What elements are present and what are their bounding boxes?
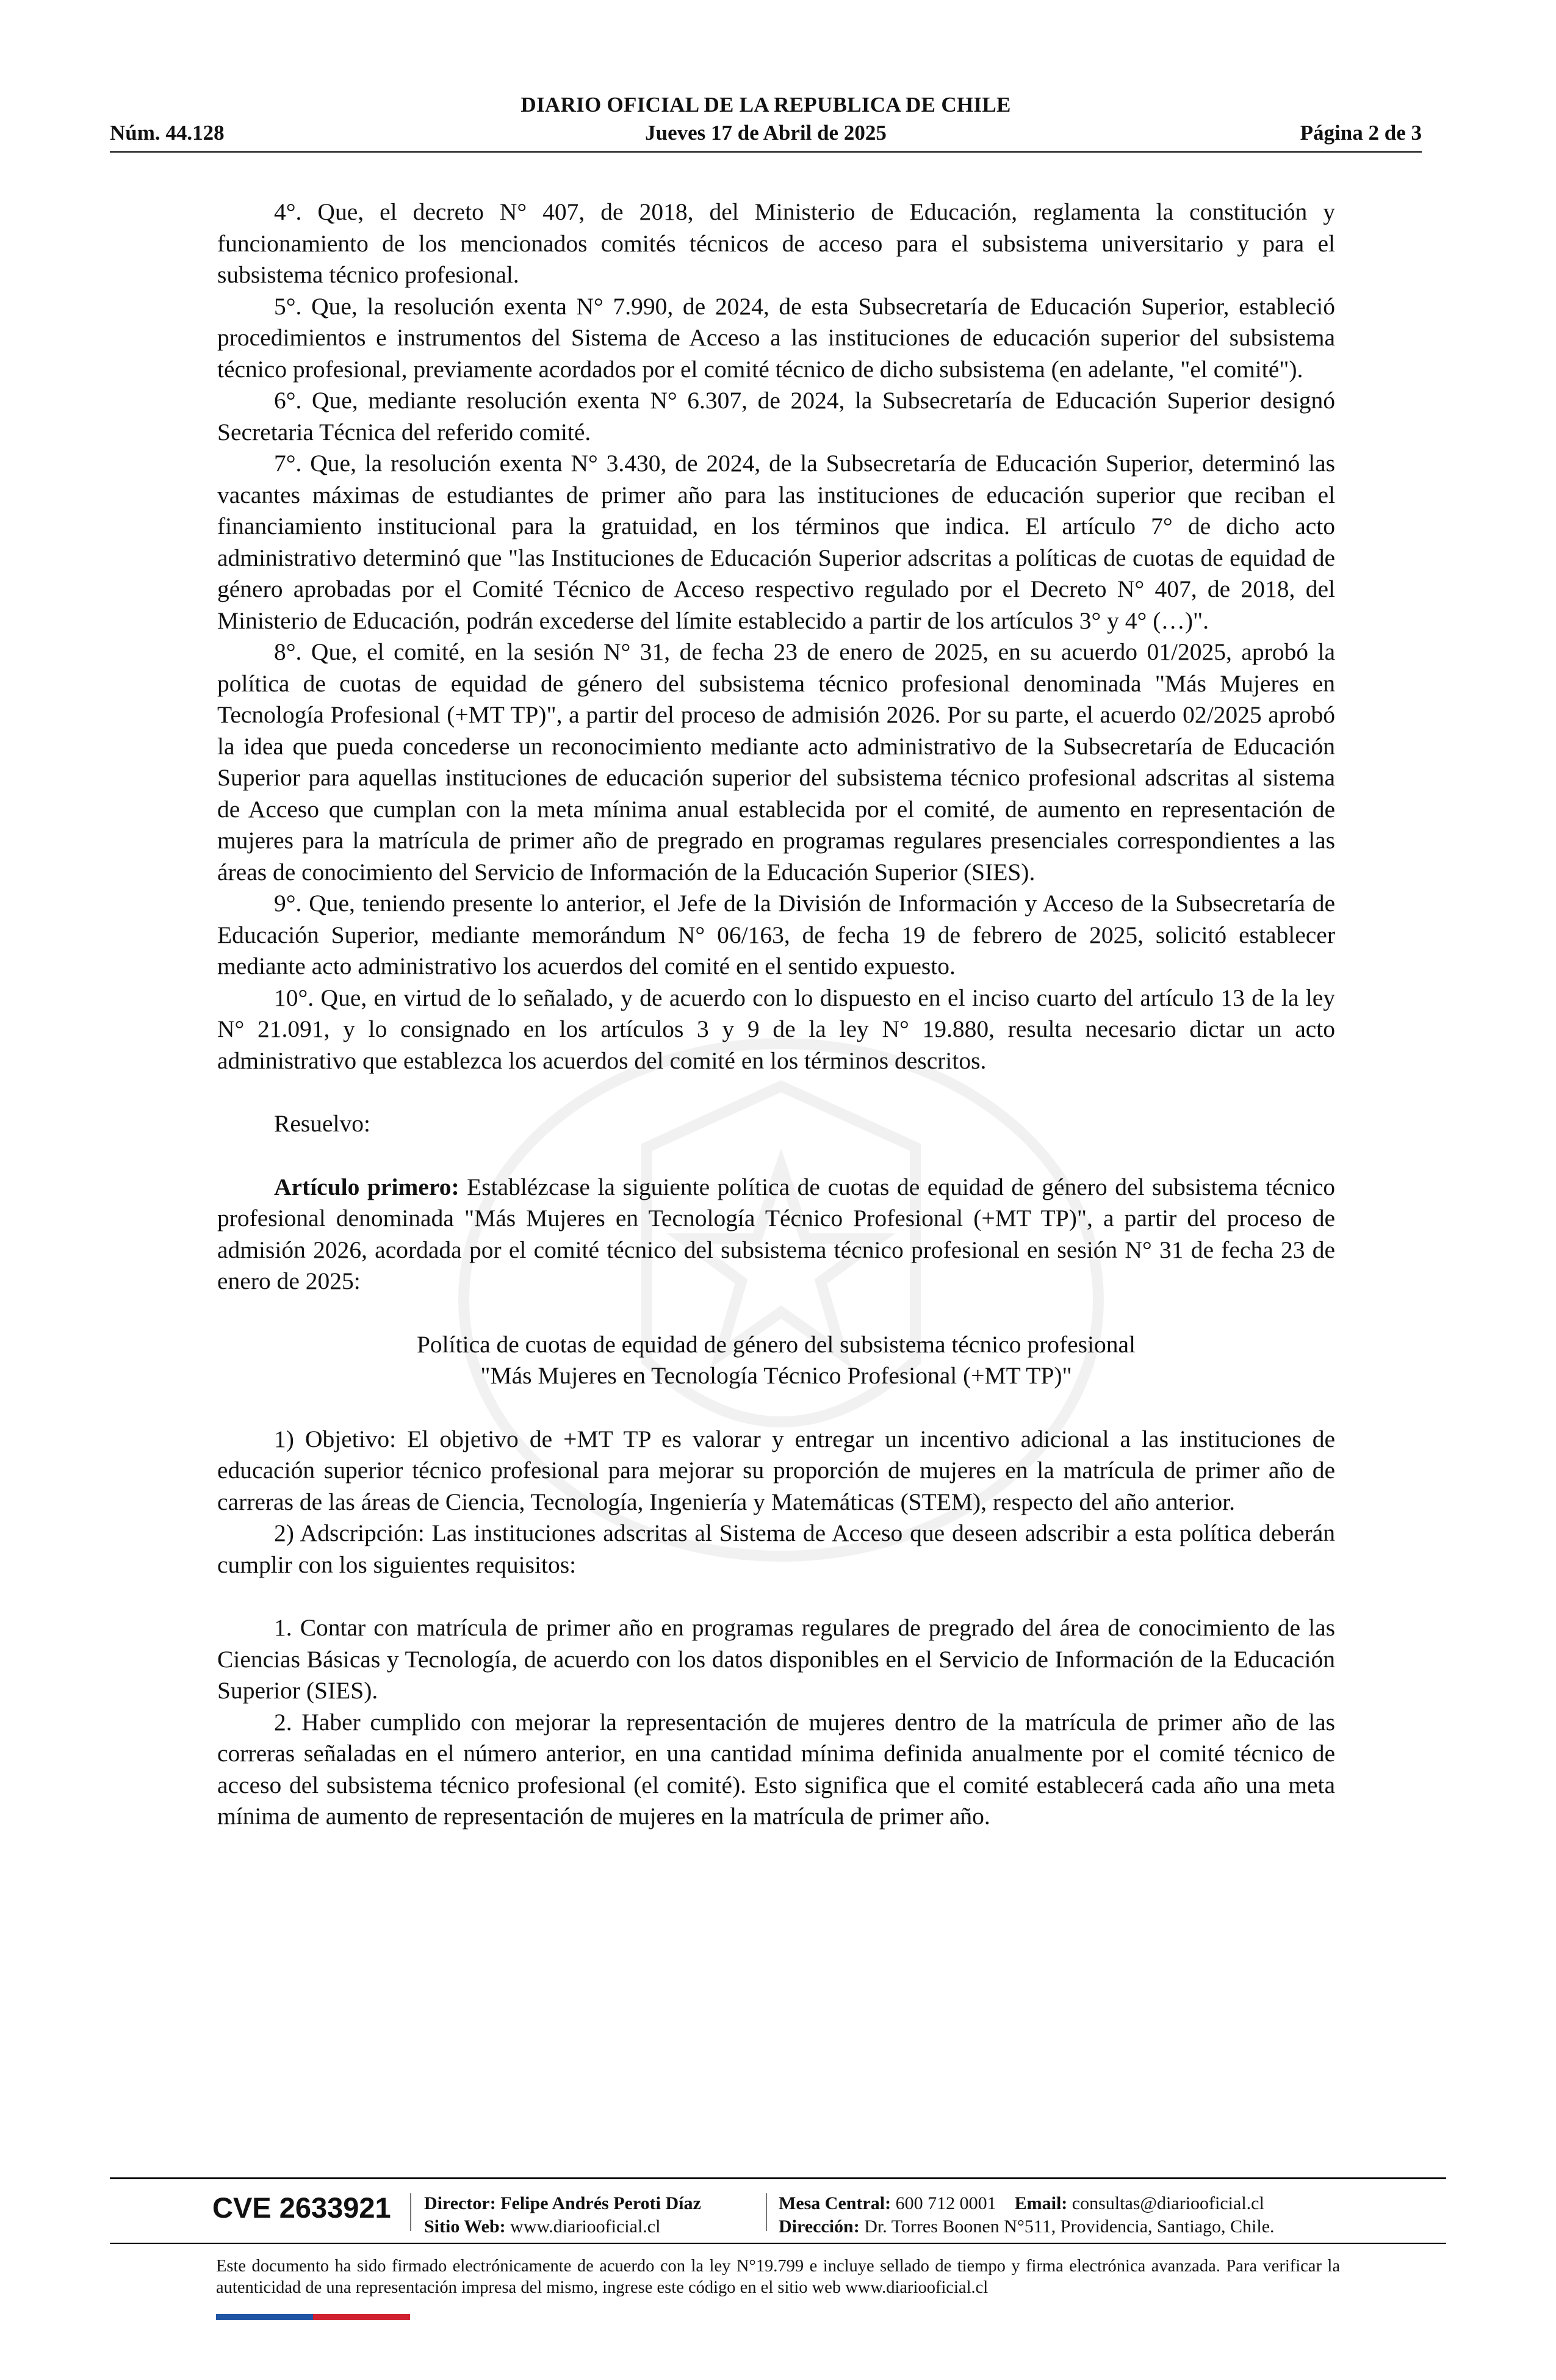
flag-red-band bbox=[313, 2314, 410, 2320]
policy-title-line-2: "Más Mujeres en Tecnología Técnico Profesional (+MT TP)" bbox=[480, 1362, 1072, 1389]
signature-notice: Este documento ha sido firmado electrónicamente de acuerdo con la ley N°19.799 e incluye sellado de tiempo y firma electrónica avanzada. Para verificar la autenticidad de una representación impresa del mismo, ingrese este código en el sitio web www.diariooficial.cl bbox=[216, 2257, 1340, 2297]
considerando-7: 7°. Que, la resolución exenta N° 3.430, de 2024, de la Subsecretaría de Educación Superior, determinó las vacantes máximas de estudiantes de primer año para las instituciones de educación superior que reciban el financiamiento institucional para la gratuidad, en los términos que indica. El artículo 7° de dicho acto administrativo determinó que "las Instituciones de Educación Superior adscritas a políticas de cuotas de equidad de género aprobadas por el Comité Técnico de Acceso respectivo regulado por el Decreto N° 407, de 2018, del Ministerio de Educación, podrán excederse del límite establecido a partir de los artículos 3° y 4° (…)". bbox=[217, 450, 1335, 634]
page-header bbox=[110, 93, 1422, 153]
address-label: Dirección: bbox=[779, 2216, 860, 2237]
issue-number: Núm. 44.128 bbox=[110, 121, 225, 145]
footer-divider-top bbox=[110, 2177, 1446, 2179]
articulo-primero bbox=[217, 1172, 1335, 1297]
footer-director-block bbox=[424, 2192, 701, 2238]
email-link[interactable]: consultas@diariooficial.cl bbox=[1072, 2193, 1264, 2213]
cve-code: CVE 2633921 bbox=[212, 2191, 391, 2224]
gazette-title: DIARIO OFICIAL DE LA REPUBLICA DE CHILE bbox=[520, 93, 1011, 117]
footer-divider-bottom bbox=[110, 2243, 1446, 2244]
considerando-4: 4°. Que, el decreto N° 407, de 2018, del Ministerio de Educación, reglamenta la constitución y funcionamiento de los mencionados comités técnicos de acceso para el subsistema universitario y para el subsistema técnico profesional. bbox=[217, 198, 1335, 288]
director-label: Director: bbox=[424, 2193, 496, 2213]
considerando-9: 9°. Que, teniendo presente lo anterior, el Jefe de la División de Información y Acceso de la Subsecretaría de Educación Superior, mediante memorándum N° 06/163, de fecha 19 de febrero de 2025, solicitó establecer mediante acto administrativo los acuerdos del comité en el sentido expuesto. bbox=[217, 890, 1335, 979]
issue-date: Jueves 17 de Abril de 2025 bbox=[645, 121, 887, 145]
email-label: Email: bbox=[1014, 2193, 1068, 2213]
footer-separator bbox=[766, 2193, 767, 2231]
considerando-6: 6°. Que, mediante resolución exenta N° 6.307, de 2024, la Subsecretaría de Educación Superior designó Secretaria Técnica del referido comité. bbox=[217, 387, 1335, 445]
policy-title-line-1: Política de cuotas de equidad de género del subsistema técnico profesional bbox=[416, 1330, 1136, 1358]
site-label: Sitio Web: bbox=[424, 2216, 506, 2237]
requisito-2: 2. Haber cumplido con mejorar la representación de mujeres dentro de la matrícula de primer año de las correras señaladas en el número anterior, en una cantidad mínima definida anualmente por el comité técnico de acceso del subsistema técnico profesional (el comité). Esto significa que el comité establecerá cada año una meta mínima de aumento de representación de mujeres en la matrícula de primer año. bbox=[217, 1708, 1335, 1830]
flag-stripe bbox=[216, 2314, 410, 2320]
adscripcion: 2) Adscripción: Las instituciones adscritas al Sistema de Acceso que deseen adscribir a esta política deberán cumplir con los siguientes requisitos: bbox=[217, 1520, 1335, 1578]
resuelvo-heading: Resuelvo: bbox=[274, 1110, 370, 1137]
objetivo: 1) Objetivo: El objetivo de +MT TP es valorar y entregar un incentivo adicional a las instituciones de educación superior técnico profesional para mejorar su proporción de mujeres en la matrícula de primer año de carreras de las áreas de Ciencia, Tecnología, Ingeniería y Matemáticas (STEM), respecto del año anterior. bbox=[217, 1425, 1335, 1515]
mesa-phone: 600 712 0001 bbox=[895, 2193, 996, 2213]
considerando-8: 8°. Que, el comité, en la sesión N° 31, de fecha 23 de enero de 2025, en su acuerdo 01/2025, aprobó la política de cuotas de equidad de género del subsistema técnico profesional denominada "Más Mujeres en Tecnología Profesional (+MT TP)", a partir del proceso de admisión 2026. Por su parte, el acuerdo 02/2025 aprobó la idea que pueda concederse un reconocimiento mediante acto administrativo de la Subsecretaría de Educación Superior para aquellas instituciones de educación superior del subsistema técnico profesional adscritas al sistema de Acceso que cumplan con la meta mínima anual establecida por el comité, de aumento en representación de mujeres para la matrícula de primer año de pregrado en programas regulares presenciales correspondientes a las áreas de conocimiento del Servicio de Información de la Educación Superior (SIES). bbox=[217, 638, 1335, 885]
document-body bbox=[217, 197, 1335, 1833]
articulo-primero-text: Establézcase la siguiente política de cuotas de equidad de género del subsistema técnico profesional denominada "Más Mujeres en Tecnología Técnico Profesional (+MT TP)", a partir del proceso de admisión 2026, acordada por el comité técnico del subsistema técnico profesional en sesión N° 31 de fecha 23 de enero de 2025: bbox=[217, 1173, 1335, 1294]
considerando-10: 10°. Que, en virtud de lo señalado, y de acuerdo con lo dispuesto en el inciso cuarto del artículo 13 de la ley N° 21.091, y lo consignado en los artículos 3 y 9 de la ley N° 19.880, resulta necesario dictar un acto administrativo que establezca los acuerdos del comité en los términos descritos. bbox=[217, 984, 1335, 1074]
footer-separator bbox=[410, 2193, 411, 2231]
page-footer bbox=[110, 2177, 1446, 2360]
page-number: Página 2 de 3 bbox=[1300, 121, 1422, 145]
header-divider bbox=[110, 151, 1422, 153]
requisito-1: 1. Contar con matrícula de primer año en programas regulares de pregrado del área de conocimiento de las Ciencias Básicas y Tecnología, de acuerdo con los datos disponibles en el Servicio de Información de la Educación Superior (SIES). bbox=[217, 1614, 1335, 1704]
articulo-primero-label: Artículo primero: bbox=[274, 1173, 459, 1200]
mesa-label: Mesa Central: bbox=[779, 2193, 891, 2213]
considerando-5: 5°. Que, la resolución exenta N° 7.990, de 2024, de esta Subsecretaría de Educación Superior, estableció procedimientos e instrumentos del Sistema de Acceso a las instituciones de educación superior del subsistema técnico profesional, previamente acordados por el comité técnico de dicho subsistema (en adelante, "el comité"). bbox=[217, 292, 1335, 383]
flag-blue-band bbox=[216, 2314, 313, 2320]
policy-title bbox=[217, 1329, 1335, 1392]
site-link[interactable]: www.diariooficial.cl bbox=[510, 2216, 661, 2237]
footer-contact-block bbox=[779, 2192, 1275, 2238]
address-value: Dr. Torres Boonen N°511, Providencia, Santiago, Chile. bbox=[864, 2216, 1275, 2237]
director-name: Felipe Andrés Peroti Díaz bbox=[500, 2193, 701, 2213]
